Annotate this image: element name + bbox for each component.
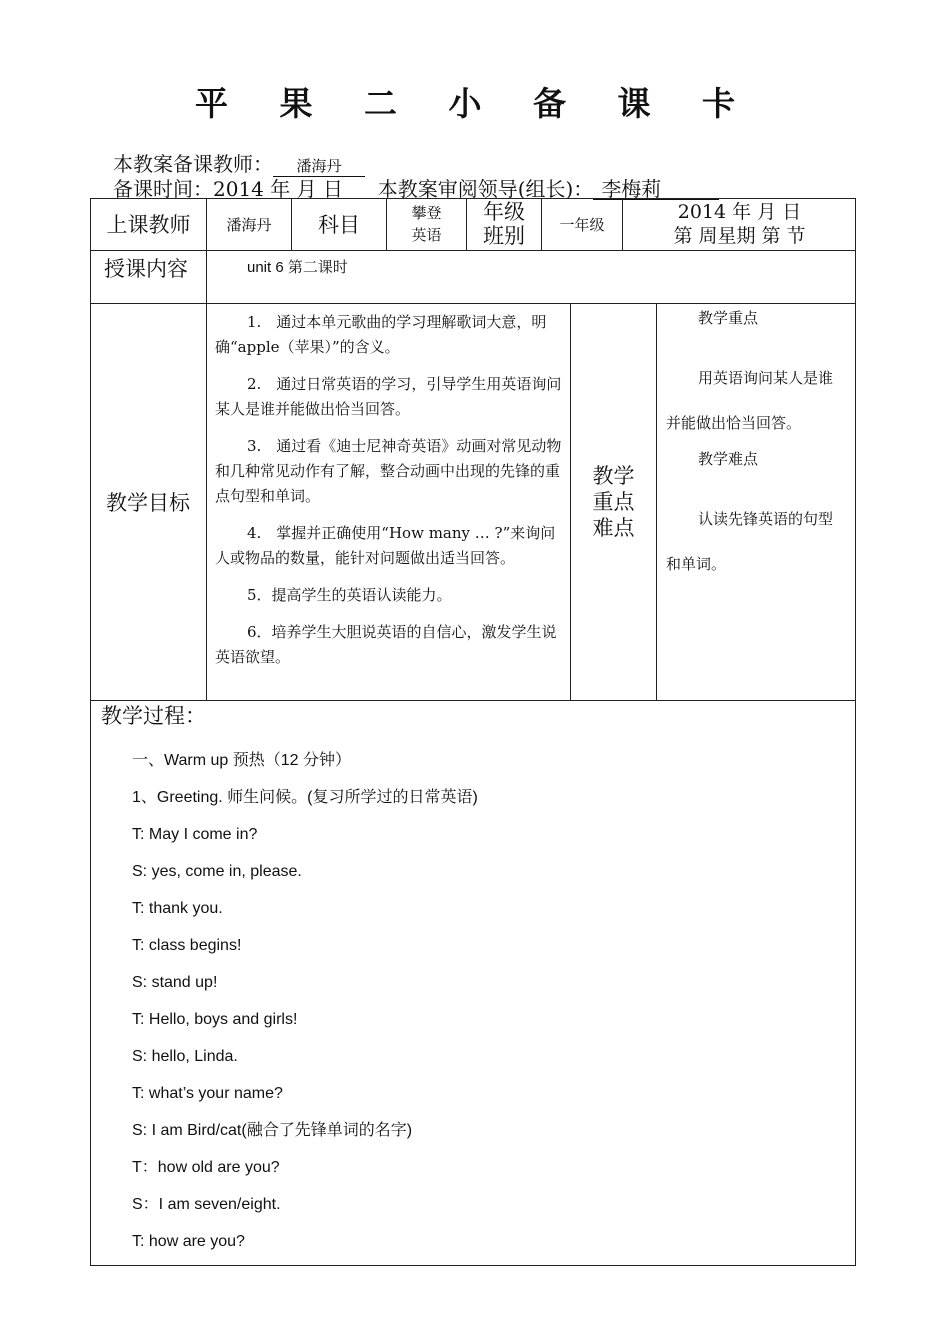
goals-cell-list: [206, 303, 570, 700]
process-line: S：I am seven/eight.: [132, 1196, 281, 1213]
class-cell-label: [466, 198, 541, 250]
date-cell: [622, 198, 856, 250]
lesson-table: [90, 198, 856, 1266]
goal-item: 1. 通过本单元歌曲的学习理解歌词大意，明确“apple（苹果）”的含义。: [215, 313, 547, 356]
teacher-cell-label: 上课教师: [106, 213, 191, 237]
process-line: T: Hello, boys and girls!: [132, 1011, 298, 1028]
process-line: T: thank you.: [132, 900, 223, 917]
teacher-name: 潘海丹: [273, 156, 365, 177]
process-line: S: hello, Linda.: [132, 1048, 238, 1065]
reviewer-name: 李梅莉: [593, 179, 719, 200]
goal-item: 4. 掌握并正确使用“How many … ?”来询问人或物品的数量，能针对问题做出适当回答。: [215, 524, 556, 567]
process-line: 1、Greeting. 师生问候。(复习所学过的日常英语): [132, 789, 478, 806]
key-label-line3: 难点: [592, 516, 635, 540]
teacher-cell-value: 潘海丹: [206, 198, 291, 250]
key-heading: 教学重点: [698, 309, 759, 327]
difficulty-text: 认读先锋英语的句型和单词。: [666, 510, 834, 573]
class-cell-value: 一年级: [541, 198, 622, 250]
key-label-line1: 教学: [592, 464, 635, 488]
process-lines: [101, 751, 856, 1269]
process-line: S: yes, come in, please.: [132, 863, 302, 880]
process-cell: [90, 700, 856, 1266]
key-cell-label: [570, 303, 656, 700]
subject-cell-value: [386, 198, 466, 250]
class-label-line2: 班别: [483, 224, 525, 248]
key-cell-content: [656, 303, 856, 700]
process-line: T：how old are you?: [132, 1159, 280, 1176]
goal-item: 2. 通过日常英语的学习，引导学生用英语询问某人是谁并能做出恰当回答。: [215, 375, 562, 418]
class-label-line1: 年级: [483, 200, 525, 224]
process-line: T: class begins!: [132, 937, 242, 954]
process-label: 教学过程：: [101, 704, 206, 728]
process-line: 一、Warm up 预热（12 分钟）: [132, 752, 351, 769]
teacher-label: 本教案备课教师：: [113, 152, 273, 176]
reviewer-label: 本教案审阅领导(组长)：: [377, 177, 594, 201]
content-cell-label: 授课内容: [90, 250, 206, 303]
page-title: 平 果 二 小 备 课 卡: [195, 84, 755, 123]
key-label-line2: 重点: [592, 490, 635, 514]
date-line2: 第 周星期 第 节: [673, 225, 806, 247]
time-label: 备课时间：: [113, 177, 213, 201]
process-line: T: May I come in?: [132, 826, 258, 843]
goal-item: 3. 通过看《迪士尼神奇英语》动画对常见动物和几种常见动作有了解，整合动画中出现的先锋的重点句型和单词。: [215, 437, 562, 505]
process-line: S: stand up!: [132, 974, 218, 991]
goal-item: 5．提高学生的英语认读能力。: [247, 586, 452, 604]
goals-cell-label: 教学目标: [90, 303, 206, 700]
subject-line1: 攀登: [411, 204, 442, 222]
time-value: 2014 年 月 日: [213, 177, 343, 201]
goal-item: 6．培养学生大胆说英语的自信心，激发学生说英语欲望。: [215, 623, 557, 666]
subject-line2: 英语: [411, 226, 442, 244]
difficulty-heading: 教学难点: [698, 450, 759, 468]
process-line: T: what’s your name?: [132, 1085, 283, 1102]
process-line: S: I am Bird/cat(融合了先锋单词的名字): [132, 1122, 413, 1139]
subject-cell-label: 科目: [291, 198, 386, 250]
process-line: T: how are you?: [132, 1233, 245, 1250]
date-line1: 2014 年 月 日: [677, 201, 802, 223]
key-text: 用英语询问某人是谁并能做出恰当回答。: [666, 369, 834, 432]
content-cell-value: unit 6 第二课时: [206, 250, 856, 303]
